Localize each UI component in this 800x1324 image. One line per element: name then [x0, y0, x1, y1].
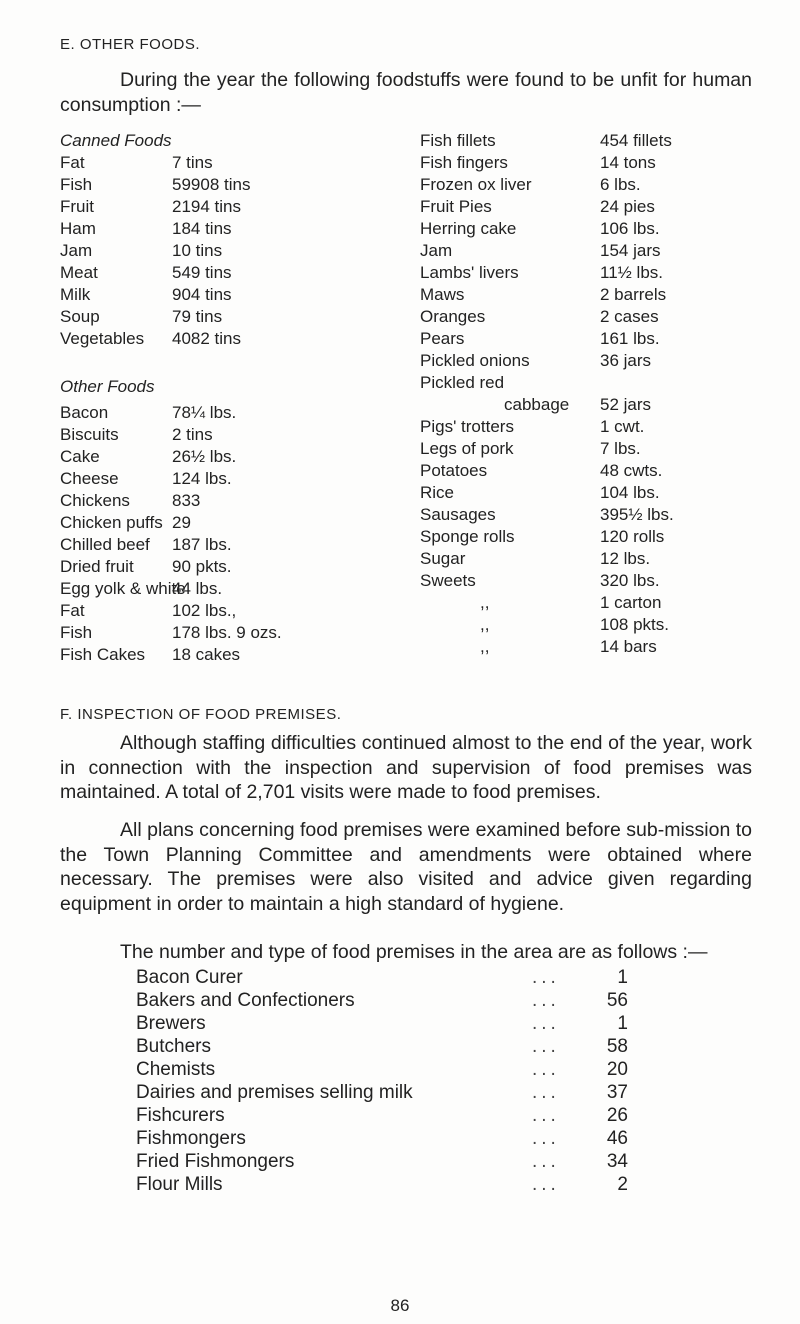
- leader-dots: ...: [532, 1151, 560, 1172]
- food-item-name: Sweets: [420, 571, 476, 590]
- food-item-quantity: 48 cwts.: [600, 461, 663, 480]
- premises-row: [136, 966, 636, 989]
- food-item-quantity: 52 jars: [600, 395, 652, 414]
- food-row: [420, 416, 760, 438]
- food-item-quantity: 6 lbs.: [600, 175, 641, 194]
- food-item-quantity: 104 lbs.: [600, 483, 660, 502]
- premises-type: Brewers: [136, 1013, 206, 1034]
- premises-type: Fried Fishmongers: [136, 1151, 295, 1172]
- food-item-name: Fish fillets: [420, 131, 496, 150]
- food-item-quantity: 904 tins: [172, 285, 232, 304]
- food-item-quantity: 7 tins: [172, 153, 213, 172]
- premises-count: 34: [606, 1151, 628, 1172]
- food-item-name: Cake: [60, 447, 100, 466]
- premises-row: [136, 1058, 636, 1081]
- premises-count: 1: [617, 1013, 628, 1034]
- food-row: [420, 526, 760, 548]
- section-e-heading: E. OTHER FOODS.: [60, 36, 201, 53]
- food-item-name: Sugar: [420, 549, 466, 568]
- food-item-name: ,,: [480, 637, 490, 656]
- food-item-quantity: 78¼ lbs.: [172, 403, 237, 422]
- left-food-column: [60, 130, 390, 666]
- food-item-quantity: 184 tins: [172, 219, 232, 238]
- premises-row: [136, 1104, 636, 1127]
- food-item-quantity: 320 lbs.: [600, 571, 660, 590]
- food-item-name: Fish: [60, 175, 93, 194]
- food-item-name: Jam: [60, 241, 93, 260]
- premises-type: Fishmongers: [136, 1128, 246, 1149]
- food-item-name: Sponge rolls: [420, 527, 515, 546]
- food-item-name: Fruit: [60, 197, 94, 216]
- food-item-quantity: 161 lbs.: [600, 329, 660, 348]
- food-item-quantity: 1 cwt.: [600, 417, 645, 436]
- food-row: [420, 240, 760, 262]
- food-item-quantity: 12 lbs.: [600, 549, 651, 568]
- food-item-name: Dried fruit: [60, 557, 134, 576]
- premises-count: 56: [606, 990, 628, 1011]
- premises-count: 2: [617, 1174, 628, 1195]
- food-item-quantity: 2 barrels: [600, 285, 667, 304]
- leader-dots: ...: [532, 990, 560, 1011]
- food-item-name: Meat: [60, 263, 98, 282]
- food-row: [60, 424, 390, 446]
- premises-row: [136, 989, 636, 1012]
- right-food-column: [420, 130, 760, 658]
- leader-dots: ...: [532, 1105, 560, 1126]
- premises-row: [136, 1150, 636, 1173]
- food-item-name: Biscuits: [60, 425, 119, 444]
- food-item-quantity: 14 bars: [600, 637, 657, 656]
- food-item-name: Jam: [420, 241, 453, 260]
- food-item-quantity: 178 lbs. 9 ozs.: [172, 623, 282, 642]
- food-item-name: Chilled beef: [60, 535, 150, 554]
- food-row: [420, 174, 760, 196]
- food-item-name: Soup: [60, 307, 100, 326]
- premises-type: Chemists: [136, 1059, 216, 1080]
- food-row: [60, 446, 390, 468]
- food-row: [420, 328, 760, 350]
- food-item-name: Vegetables: [60, 329, 145, 348]
- food-row: [60, 600, 390, 622]
- food-item-name: Herring cake: [420, 219, 517, 238]
- food-row: [60, 644, 390, 666]
- food-item-name: Milk: [60, 285, 91, 304]
- food-item-name: Fat: [60, 153, 85, 172]
- food-row: [420, 548, 760, 570]
- premises-count: 26: [606, 1105, 628, 1126]
- food-item-name: Fruit Pies: [420, 197, 492, 216]
- food-item-name: Ham: [60, 219, 96, 238]
- food-item-quantity: 24 pies: [600, 197, 655, 216]
- food-row: [420, 372, 760, 394]
- food-item-quantity: 4082 tins: [172, 329, 241, 348]
- food-item-name: Oranges: [420, 307, 486, 326]
- food-item-quantity: 395½ lbs.: [600, 505, 674, 524]
- food-row: [420, 152, 760, 174]
- leader-dots: ...: [532, 1174, 560, 1195]
- food-item-name: Rice: [420, 483, 455, 502]
- premises-type: Flour Mills: [136, 1174, 223, 1195]
- food-row: [420, 460, 760, 482]
- food-row: [60, 556, 390, 578]
- premises-count: 58: [606, 1036, 628, 1057]
- premises-count: 46: [606, 1128, 628, 1149]
- food-row: [420, 504, 760, 526]
- food-row: [420, 570, 760, 592]
- canned-foods-list: [60, 152, 390, 350]
- food-item-name: Pigs' trotters: [420, 417, 514, 436]
- leader-dots: ...: [532, 1036, 560, 1057]
- food-row: [420, 262, 760, 284]
- section-e-intro: During the year the following foodstuffs were found to be unfit for human consumption :—: [60, 69, 752, 116]
- food-item-quantity: 154 jars: [600, 241, 661, 260]
- food-item-quantity: 2 cases: [600, 307, 659, 326]
- food-item-name: Fish fingers: [420, 153, 508, 172]
- food-row: [420, 636, 760, 658]
- food-item-quantity: 11½ lbs.: [600, 263, 664, 282]
- food-row: [60, 284, 390, 306]
- food-row: [420, 350, 760, 372]
- section-f-para-3: The number and type of food premises in the area are as follows :—: [120, 941, 708, 963]
- other-foods-list-left: [60, 402, 390, 666]
- food-item-quantity: 59908 tins: [172, 175, 251, 194]
- food-row: [60, 534, 390, 556]
- food-item-quantity: 454 fillets: [600, 131, 672, 150]
- food-item-quantity: 187 lbs.: [172, 535, 232, 554]
- other-foods-list-right: [420, 130, 760, 658]
- food-item-quantity: 2194 tins: [172, 197, 241, 216]
- food-item-name: Fish Cakes: [60, 645, 146, 664]
- premises-type: Dairies and premises selling milk: [136, 1082, 413, 1103]
- food-item-name: ,,: [480, 615, 490, 634]
- food-row: [420, 592, 760, 614]
- leader-dots: ...: [532, 1128, 560, 1149]
- food-item-quantity: 14 tons: [600, 153, 656, 172]
- leader-dots: ...: [532, 1059, 560, 1080]
- section-f-para-1: Although staffing difficulties continued almost to the end of the year, work in connection with the inspection and supervision of food premises was maintained. A total of 2,701 visits were made to food premises.: [60, 732, 752, 803]
- food-item-name: Pickled onions: [420, 351, 530, 370]
- food-row: [60, 196, 390, 218]
- food-item-name: Fat: [60, 601, 85, 620]
- food-row: [60, 218, 390, 240]
- premises-row: [136, 1081, 636, 1104]
- premises-list: [136, 966, 636, 1196]
- other-foods-heading: Other Foods: [60, 377, 155, 396]
- food-item-quantity: 1 carton: [600, 593, 662, 612]
- leader-dots: ...: [532, 967, 560, 988]
- food-item-quantity: 549 tins: [172, 263, 232, 282]
- food-item-name: cabbage: [504, 395, 570, 414]
- food-item-name: Egg yolk & white: [60, 579, 186, 598]
- food-row: [60, 328, 390, 350]
- food-item-quantity: 106 lbs.: [600, 219, 660, 238]
- section-f-para-2: All plans concerning food premises were examined before sub-mission to the Town Planning Committee and amendments were obtained where necessary. The premises were also visited and advice given regarding equipment in order to maintain a high standard of hygiene.: [60, 819, 752, 915]
- food-item-name: Pears: [420, 329, 465, 348]
- food-item-name: Maws: [420, 285, 465, 304]
- food-row: [420, 482, 760, 504]
- premises-count: 20: [606, 1059, 628, 1080]
- premises-type: Butchers: [136, 1036, 211, 1057]
- section-f-heading: F. INSPECTION OF FOOD PREMISES.: [60, 706, 342, 723]
- premises-type: Bacon Curer: [136, 967, 243, 988]
- food-item-name: Pickled red: [420, 373, 505, 392]
- page-number: 86: [390, 1296, 410, 1315]
- food-row: [420, 284, 760, 306]
- food-row: [60, 512, 390, 534]
- food-row: [60, 622, 390, 644]
- food-item-quantity: 2 tins: [172, 425, 213, 444]
- food-item-quantity: 10 tins: [172, 241, 223, 260]
- premises-count: 37: [606, 1082, 628, 1103]
- food-row: [60, 402, 390, 424]
- food-row: [420, 130, 760, 152]
- food-item-quantity: 833: [172, 491, 201, 510]
- food-row: [420, 614, 760, 636]
- food-item-quantity: 90 pkts.: [172, 557, 232, 576]
- food-item-quantity: 102 lbs.,: [172, 601, 237, 620]
- food-row: [420, 196, 760, 218]
- food-item-quantity: 79 tins: [172, 307, 223, 326]
- food-row: [60, 262, 390, 284]
- food-item-name: Cheese: [60, 469, 119, 488]
- food-item-name: Chickens: [60, 491, 130, 510]
- food-item-name: Frozen ox liver: [420, 175, 532, 194]
- premises-row: [136, 1035, 636, 1058]
- premises-row: [136, 1127, 636, 1150]
- food-item-quantity: 44 lbs.: [172, 579, 223, 598]
- food-item-name: Fish: [60, 623, 93, 642]
- food-item-name: Bacon: [60, 403, 109, 422]
- leader-dots: ...: [532, 1013, 560, 1034]
- food-item-quantity: 36 jars: [600, 351, 652, 370]
- food-row: [420, 394, 760, 416]
- food-row: [60, 578, 390, 600]
- premises-type: Fishcurers: [136, 1105, 225, 1126]
- food-row: [60, 240, 390, 262]
- food-item-name: Potatoes: [420, 461, 488, 480]
- food-item-name: Sausages: [420, 505, 496, 524]
- food-item-name: ,,: [480, 593, 490, 612]
- leader-dots: ...: [532, 1082, 560, 1103]
- food-item-name: Legs of pork: [420, 439, 514, 458]
- premises-count: 1: [617, 967, 628, 988]
- food-row: [60, 174, 390, 196]
- food-item-quantity: 108 pkts.: [600, 615, 669, 634]
- food-row: [420, 306, 760, 328]
- food-row: [60, 490, 390, 512]
- premises-row: [136, 1012, 636, 1035]
- food-row: [420, 438, 760, 460]
- food-item-quantity: 26½ lbs.: [172, 447, 237, 466]
- food-row: [60, 306, 390, 328]
- food-item-quantity: 29: [172, 513, 191, 532]
- food-row: [60, 468, 390, 490]
- food-row: [60, 152, 390, 174]
- food-item-quantity: 18 cakes: [172, 645, 241, 664]
- food-item-name: Lambs' livers: [420, 263, 519, 282]
- food-item-quantity: 7 lbs.: [600, 439, 641, 458]
- food-item-quantity: 120 rolls: [600, 527, 665, 546]
- premises-row: [136, 1173, 636, 1196]
- food-item-quantity: 124 lbs.: [172, 469, 232, 488]
- food-row: [420, 218, 760, 240]
- canned-foods-heading: Canned Foods: [60, 131, 172, 150]
- premises-type: Bakers and Confectioners: [136, 990, 355, 1011]
- food-item-name: Chicken puffs: [60, 513, 163, 532]
